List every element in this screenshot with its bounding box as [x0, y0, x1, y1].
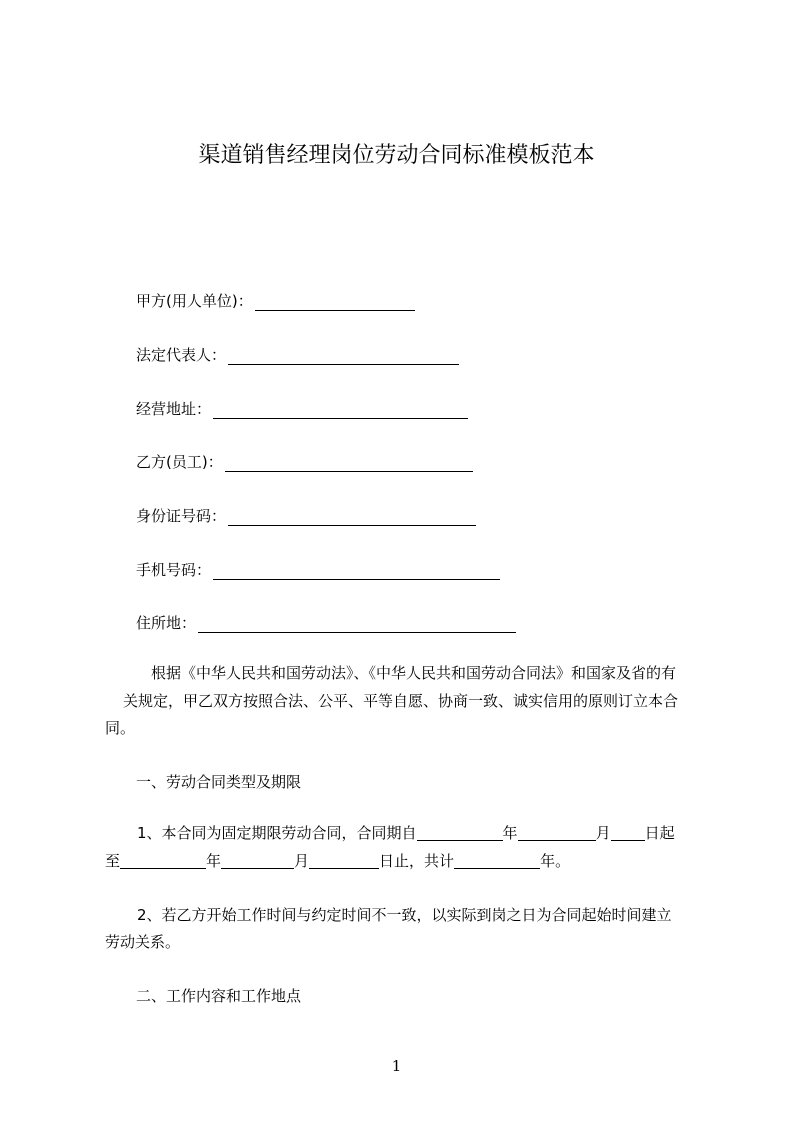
total-years-blank[interactable]	[454, 852, 540, 869]
field-employee	[136, 452, 473, 472]
field-employee-blank[interactable]	[225, 455, 473, 472]
field-legal-representative-blank[interactable]	[228, 348, 459, 365]
end-month-blank[interactable]	[221, 852, 294, 869]
field-business-address-label: 经营地址：	[136, 400, 212, 418]
end-day-blank[interactable]	[309, 852, 379, 869]
field-residence	[136, 613, 516, 633]
clause-2-line-1: 2、若乙方开始工作时间与约定时间不一致，以实际到岗之日为合同起始时间建立	[137, 906, 672, 924]
start-year-blank[interactable]	[417, 824, 503, 841]
clause-1-total-year-label: 年。	[540, 852, 571, 870]
clause-1-end-year-label: 年	[206, 852, 222, 870]
section-1-heading: 一、劳动合同类型及期限	[136, 773, 302, 791]
field-employer	[136, 291, 415, 311]
field-id-number-label: 身份证号码：	[136, 507, 227, 525]
clause-1-line-2	[105, 848, 570, 875]
clause-1-total-label: 日止，共计	[379, 852, 455, 870]
clause-1-day-label: 日起	[644, 824, 675, 842]
field-id-number	[136, 506, 476, 526]
field-employee-label: 乙方(员工)：	[136, 453, 223, 471]
field-residence-blank[interactable]	[198, 616, 516, 633]
clause-1-end-month-label: 月	[294, 852, 310, 870]
field-business-address-blank[interactable]	[213, 402, 468, 419]
field-legal-representative-label: 法定代表人：	[136, 346, 227, 364]
field-employer-blank[interactable]	[255, 294, 415, 311]
field-mobile-label: 手机号码：	[136, 561, 212, 579]
field-legal-representative	[136, 345, 459, 365]
field-employer-label: 甲方(用人单位)：	[136, 292, 253, 310]
intro-line-3: 同。	[105, 719, 136, 737]
clause-2-line-2: 劳动关系。	[105, 933, 181, 951]
section-2-heading: 二、工作内容和工作地点	[136, 987, 302, 1005]
clause-1-month-label: 月	[595, 824, 611, 842]
field-mobile	[136, 560, 500, 580]
field-id-number-blank[interactable]	[228, 509, 476, 526]
field-business-address	[136, 399, 468, 419]
page-number: 1	[391, 1057, 402, 1075]
clause-1-text-start: 1、本合同为固定期限劳动合同，合同期自	[137, 824, 417, 842]
clause-1-to-label: 至	[105, 852, 121, 870]
intro-line-2: 关规定，甲乙双方按照合法、公平、平等自愿、协商一致、诚实信用的原则订立本合	[123, 692, 679, 710]
clause-1-year-label: 年	[502, 824, 518, 842]
field-mobile-blank[interactable]	[213, 563, 500, 580]
start-month-blank[interactable]	[518, 824, 596, 841]
field-residence-label: 住所地：	[136, 614, 197, 632]
intro-line-1: 根据《中华人民共和国劳动法》、《中华人民共和国劳动合同法》和国家及省的有	[151, 664, 677, 682]
document-title: 渠道销售经理岗位劳动合同标准模板范本	[198, 143, 595, 168]
end-year-blank[interactable]	[120, 852, 206, 869]
clause-1-line-1	[137, 820, 675, 847]
start-day-blank[interactable]	[611, 824, 645, 841]
